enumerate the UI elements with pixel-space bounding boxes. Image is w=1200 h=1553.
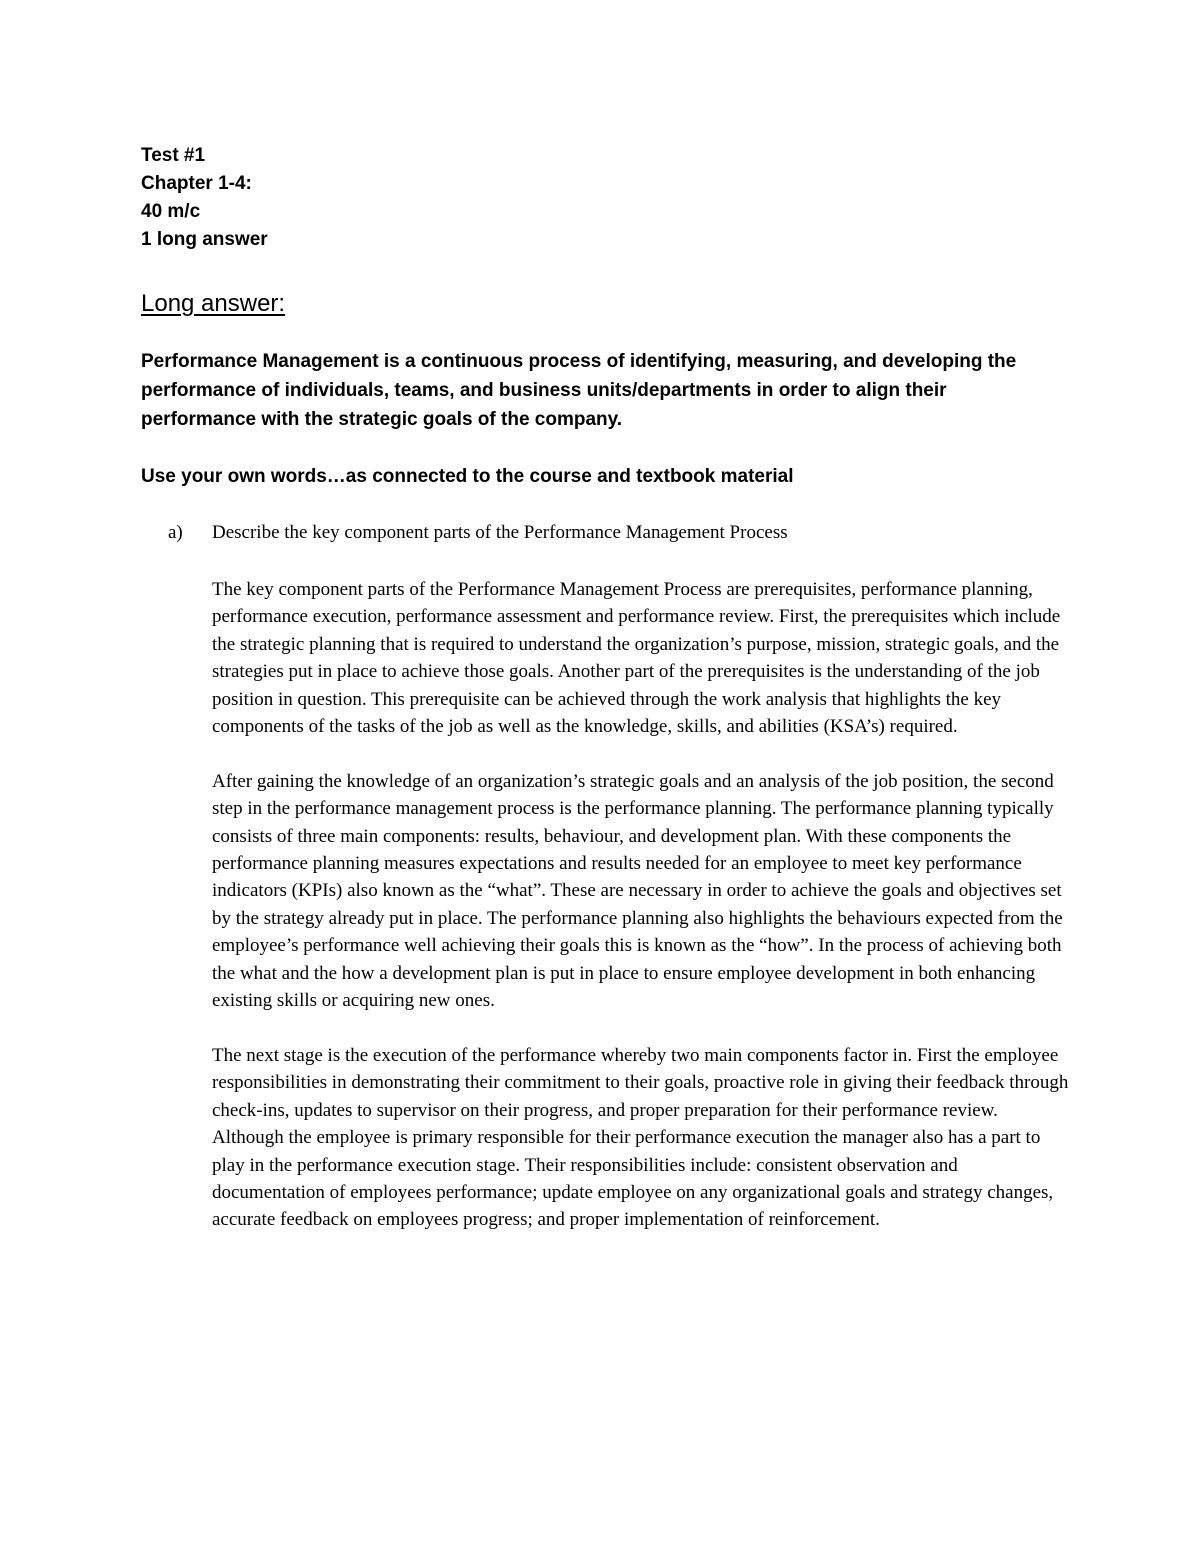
answer-paragraph: The key component parts of the Performance Management Process are prerequisites, performance planning, performance execution, performance assessment and performance review. First, the prerequisites which include the strategic planning that is required to understand the organization’s purpose, mission, strategic goals, and the strategies put in place to achieve those goals. Another part of the prerequisites is the understanding of the job position in question. This prerequisite can be achieved through the work analysis that highlights the key components of the tasks of the job as well as the knowledge, skills, and abilities (KSA’s) required. xyxy=(212,579,1061,738)
test-info-header xyxy=(141,142,268,254)
performance-management-definition: Performance Management is a continuous process of identifying, measuring, and developing the performance of individuals, teams, and business units/departments in order to align their performance with the strategic goals of the company. xyxy=(141,351,1017,430)
question-a xyxy=(168,519,1068,547)
question-letter: a) xyxy=(168,522,183,543)
test-title: Test #1 xyxy=(141,145,206,166)
answer-paragraph: After gaining the knowledge of an organization’s strategic goals and an analysis of the job position, the second step in the performance management process is the performance planning. The performance planning typically consists of three main components: results, behaviour, and development plan. With these components the performance planning measures expectations and results needed for an employee to meet key performance indicators (KPIs) also known as the “what”. These are necessary in order to achieve the goals and objectives set by the strategy already put in place. The performance planning also highlights the behaviours expected from the employee’s performance well achieving their goals this is known as the “how”. In the process of achieving both the what and the how a development plan is put in place to ensure employee development in both enhancing existing skills or acquiring new ones. xyxy=(212,770,1063,1012)
instruction-line: Use your own words…as connected to the course and textbook material xyxy=(141,466,794,487)
answer-paragraph: The next stage is the execution of the performance whereby two main components factor in. First the employee responsibilities in demonstrating their commitment to their goals, proactive role in giving their feedback through check-ins, updates to supervisor on their progress, and proper preparation for their performance review. Although the employee is primary responsible for their performance execution the manager also has a part to play in the performance execution stage. Their responsibilities include: consistent observation and documentation of employees performance; update employee on any organizational goals and strategy changes, accurate feedback on employees progress; and proper implementation of reinforcement. xyxy=(212,1044,1069,1231)
multiple-choice-line: 40 m/c xyxy=(141,201,201,222)
long-answer-heading: Long answer: xyxy=(141,290,286,317)
answer-body xyxy=(212,576,1072,1261)
long-answer-count-line: 1 long answer xyxy=(141,229,268,250)
chapters-line: Chapter 1-4: xyxy=(141,173,252,194)
question-text: Describe the key component parts of the Performance Management Process xyxy=(212,522,788,543)
